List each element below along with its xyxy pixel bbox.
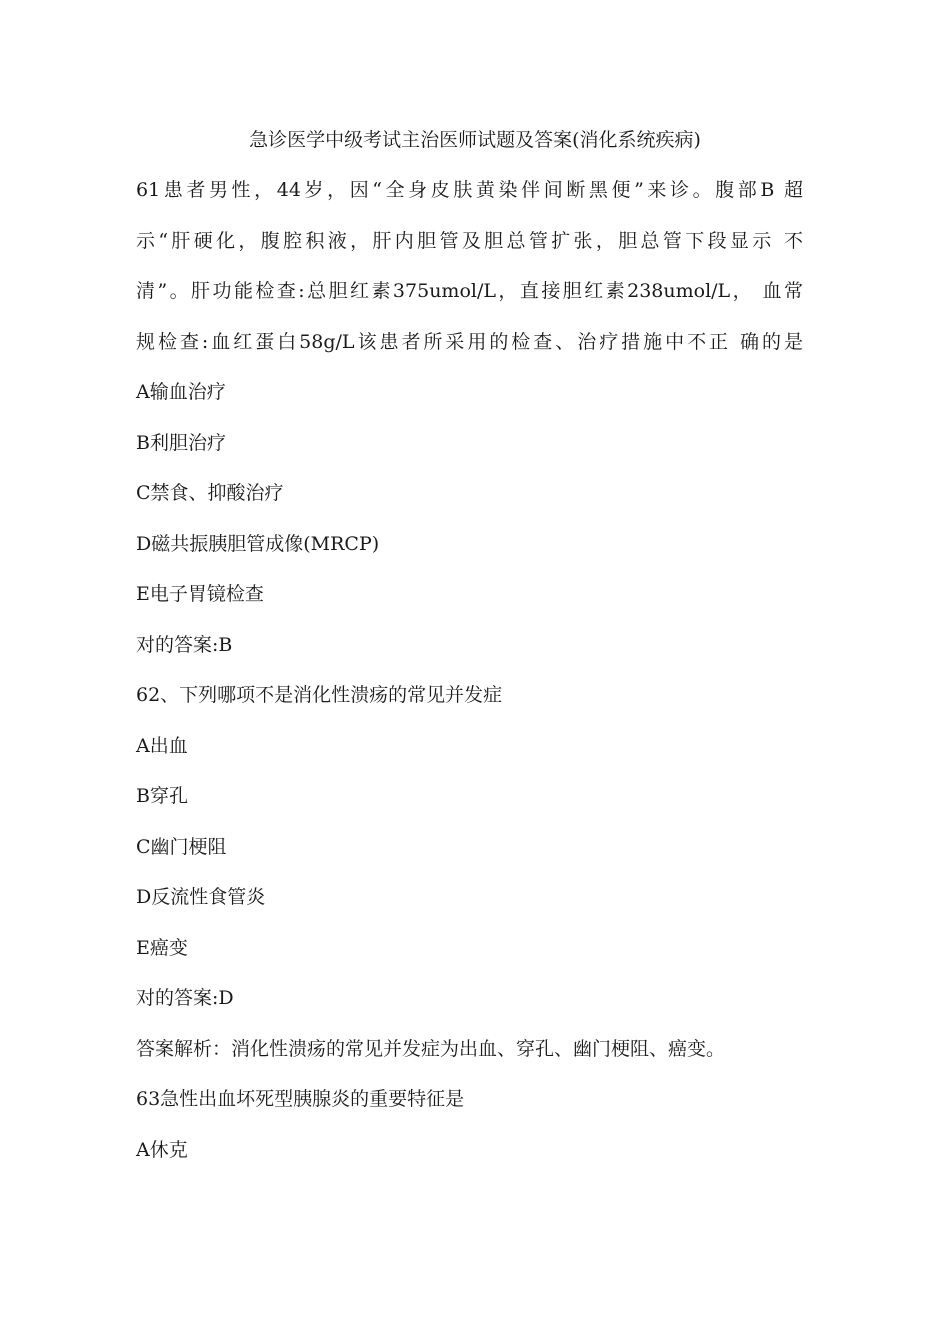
question-63-stem: 63急性出血坏死型胰腺炎的重要特征是 [136, 1088, 465, 1110]
question-61-answer: 对的答案:B [136, 634, 233, 656]
question-62-option-c: C幽门梗阻 [136, 836, 227, 858]
question-61-stem-line-2: 示“肝硬化，腹腔积液，肝内胆管及胆总管扩张，胆总管下段显示 不 [136, 230, 803, 252]
question-61-option-c: C禁食、抑酸治疗 [136, 482, 284, 504]
question-61-option-a: A输血治疗 [136, 381, 226, 403]
question-63-option-a: A休克 [136, 1139, 188, 1161]
question-62-explanation: 答案解析：消化性溃疡的常见并发症为出血、穿孔、幽门梗阻、癌变。 [136, 1038, 726, 1060]
question-61-option-e: E电子胃镜检查 [136, 583, 264, 605]
question-62-option-b: B穿孔 [136, 785, 188, 807]
question-62-option-d: D反流性食管炎 [136, 886, 266, 908]
question-61-stem-line-1: 61患者男性，44岁，因“全身皮肤黄染伴间断黑便”来诊。腹部B 超 [136, 179, 803, 201]
question-62-stem: 62、下列哪项不是消化性溃疡的常见并发症 [136, 684, 503, 706]
question-61-stem-line-4: 规检查:血红蛋白58g/L该患者所采用的检查、治疗措施中不正 确的是 [136, 331, 803, 353]
question-62-option-e: E癌变 [136, 937, 188, 959]
question-61-option-d: D磁共振胰胆管成像(MRCP) [136, 533, 380, 555]
question-61-option-b: B利胆治疗 [136, 432, 226, 454]
question-61-stem-line-3: 清”。肝功能检查:总胆红素375umol/L，直接胆红素238umol/L， 血常 [136, 280, 803, 302]
document-title: 急诊医学中级考试主治医师试题及答案(消化系统疾病) [249, 129, 701, 151]
question-62-answer: 对的答案:D [136, 987, 234, 1009]
question-62-option-a: A出血 [136, 735, 188, 757]
